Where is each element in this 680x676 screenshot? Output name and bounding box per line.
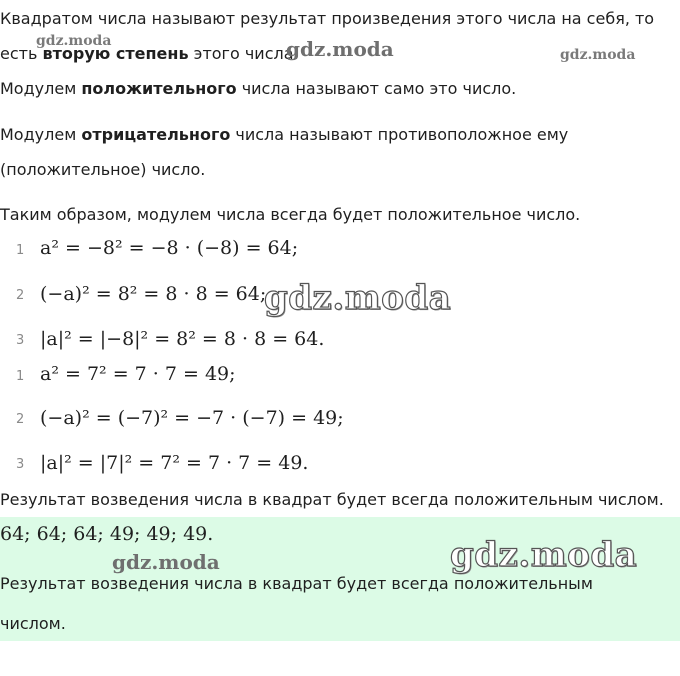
- watermark-logo: gdz.moda: [112, 550, 220, 574]
- equation-number: 1: [16, 243, 25, 258]
- equation-number: 3: [16, 457, 25, 472]
- text: этого числа.: [188, 44, 299, 63]
- paragraph-positive-modulus: [0, 79, 516, 99]
- watermark-logo: gdz.moda: [36, 33, 112, 49]
- answer-text-line2: числом.: [0, 614, 66, 633]
- equation-number: 2: [16, 412, 25, 427]
- paragraph-conclusion: Таким образом, модулем числа всегда будет положительное число.: [0, 205, 581, 224]
- answer-values: 64; 64; 64; 49; 49; 49.: [0, 523, 214, 545]
- text: числа называют само это число.: [236, 79, 517, 98]
- bold-term: отрицательного: [81, 125, 231, 144]
- text: числа называют противоположное ему: [230, 125, 569, 144]
- equation-6: |a|² = |7|² = 7² = 7 · 7 = 49.: [40, 452, 309, 474]
- watermark-logo: gdz.moda: [286, 37, 394, 61]
- bold-term: вторую степень: [42, 44, 189, 63]
- paragraph-negative-modulus-line1: [0, 125, 568, 145]
- answer-text-line1: Результат возведения числа в квадрат будет всегда положительным: [0, 574, 593, 593]
- watermark-logo: gdz.moda: [560, 47, 636, 63]
- paragraph-negative-modulus-line2: (положительное) число.: [0, 160, 206, 179]
- equation-number: 2: [16, 288, 25, 303]
- equation-number: 1: [16, 369, 25, 384]
- equation-3: |a|² = |−8|² = 8² = 8 · 8 = 64.: [40, 328, 325, 350]
- bold-term: положительного: [81, 79, 237, 98]
- equation-2: (−a)² = 8² = 8 · 8 = 64;: [40, 283, 267, 305]
- equation-1: a² = −8² = −8 · (−8) = 64;: [40, 237, 299, 259]
- paragraph-square-positive: Результат возведения числа в квадрат будет всегда положительным числом.: [0, 490, 664, 509]
- equation-4: a² = 7² = 7 · 7 = 49;: [40, 363, 236, 385]
- text: Модулем: [0, 125, 82, 144]
- equation-5: (−a)² = (−7)² = −7 · (−7) = 49;: [40, 407, 344, 429]
- text: Модулем: [0, 79, 82, 98]
- watermark-logo: gdz.moda: [264, 278, 452, 318]
- equation-number: 3: [16, 333, 25, 348]
- paragraph-square-line1: Квадратом числа называют результат произведения этого числа на себя, то: [0, 9, 655, 28]
- watermark-logo: gdz.moda: [450, 535, 638, 575]
- text: есть: [0, 44, 43, 63]
